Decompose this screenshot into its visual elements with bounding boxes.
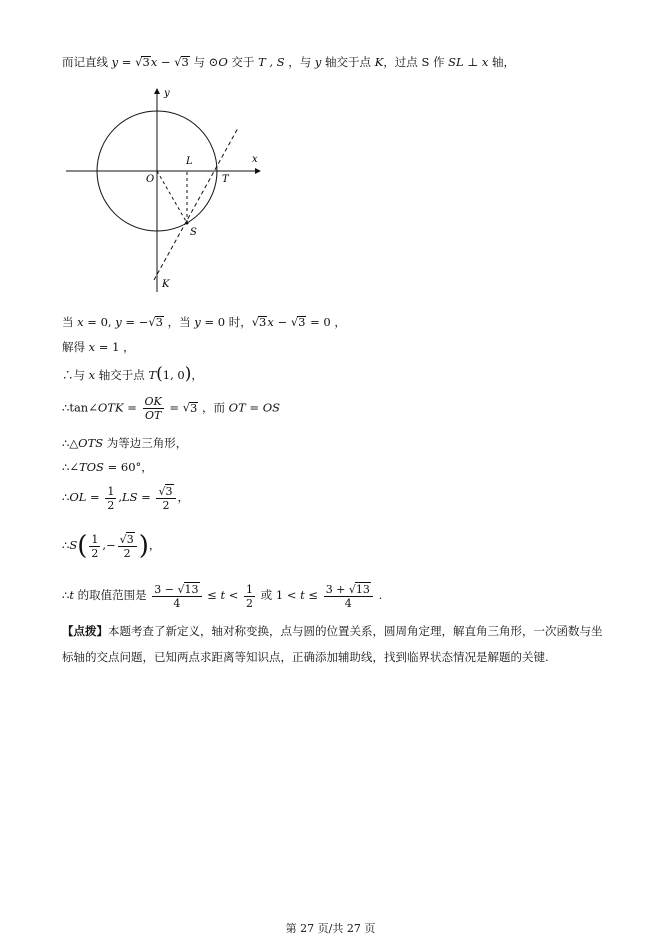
text-line-equilateral: ∴△OTS 为等边三角形，: [62, 436, 188, 450]
label-k: K: [162, 279, 170, 290]
fraction-s-y: $\frac{√3}{2}$: [118, 532, 137, 560]
tip-paragraph: [62, 618, 607, 670]
text-line-ol-ls: ∴OL = $\frac{1}{2}$ ,LS = $\frac{√3}{2}$ ，: [62, 484, 189, 513]
fraction-ok-ot: $\frac{OK}{OT}$: [144, 395, 162, 423]
label-y: y: [164, 88, 170, 99]
fraction-s-x: $\frac{1}{2}$: [91, 532, 99, 560]
text-line-solve: 解得 x = 1 ，: [62, 340, 135, 354]
text-line-angle: ∴∠TOS = 60°，: [62, 460, 153, 474]
tip-label: 【点拨】: [62, 624, 108, 638]
fraction-sqrt3-over-2: $\frac{√3}{2}$: [156, 484, 175, 512]
page-footer: 第 27 页/共 27 页: [285, 922, 376, 935]
line-kt: [154, 128, 238, 280]
label-x: x: [252, 154, 258, 165]
point-s: [186, 222, 189, 225]
fraction-half-bound: $\frac{1}{2}$: [246, 582, 254, 610]
tip-text: 本题考查了新定义，轴对称变换，点与圆的位置关系，圆周角定理，解直角三角形，一次函数与坐标轴的交点问题，已知两点求距离等知识点，正确添加辅助线，找到临界状态情况是解题的关键.: [62, 624, 603, 664]
text-line-range: ∴t 的取值范围是 $\frac{3 - √13}{4}$ ≤ t < $\frac{1}{2}$ 或 1 < t ≤ $\frac{3 + √13}{4}$ .: [62, 582, 383, 611]
geometry-figure: [62, 84, 272, 298]
fraction-lower-bound: $\frac{3 - √13}{4}$: [152, 582, 201, 610]
label-o: O: [146, 174, 155, 185]
label-t: T: [222, 174, 229, 185]
text-line-tan: ∴tan∠OTK = $\frac{OK}{OT}$ = √3 ，而 OT = OS: [62, 395, 281, 423]
text-line-intercepts: 当 x = 0, y = −√3 ，当 y = 0 时，√3x − √3 = 0 ，: [62, 315, 346, 329]
fraction-half: $\frac{1}{2}$: [107, 484, 115, 512]
segment-os: [157, 171, 187, 223]
label-l: L: [186, 156, 193, 167]
text-line-point-t: ∴与 x 轴交于点 T(1, 0)，: [62, 364, 203, 384]
fraction-upper-bound: $\frac{3 + √13}{4}$: [324, 582, 373, 610]
label-s: S: [190, 227, 197, 238]
text-line-intro: 而记直线 y = √3x − √3 与 ⊙O 交于 T , S ，与 y 轴交于点 K，过点 S 作 SL ⊥ x 轴，: [62, 55, 515, 69]
text-line-point-s: ∴S( $\frac{1}{2}$ ,− $\frac{√3}{2}$ )，: [62, 531, 161, 562]
